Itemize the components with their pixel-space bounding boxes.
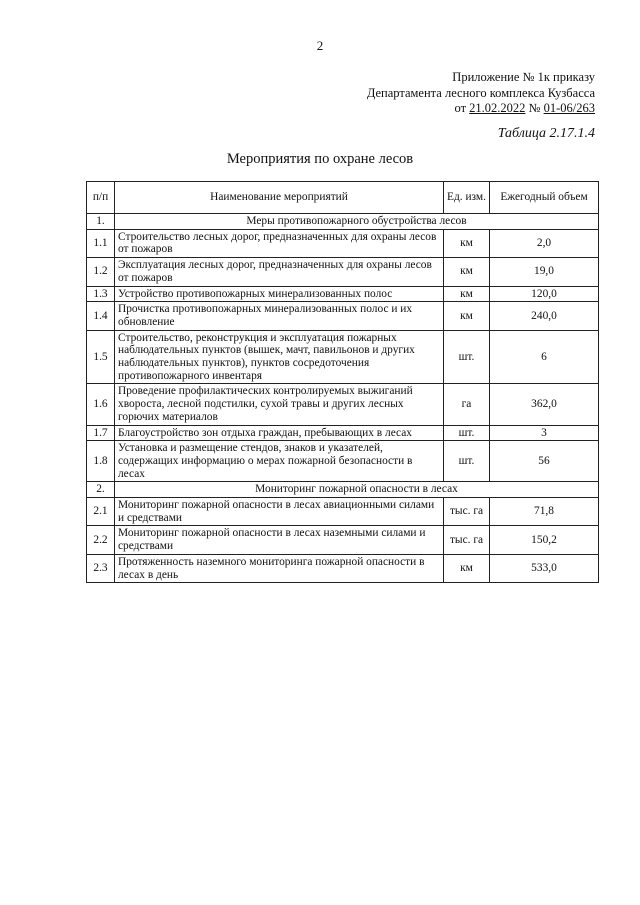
table-row (87, 526, 599, 554)
section-row (87, 214, 599, 230)
appendix-header (367, 70, 595, 117)
number-sign: № (525, 101, 544, 115)
header-name: Наименование мероприятий (115, 182, 444, 214)
order-number: 01-06/263 (543, 101, 595, 115)
row-volume: 3 (490, 425, 599, 441)
row-name: Строительство, реконструкция и эксплуатация пожарных наблюдательных пунктов (вышек, мачт, павильонов и других наблюдательных пунктов), пунктов сосредоточения противопожарного инвентаря (115, 330, 444, 384)
table-row (87, 441, 599, 482)
row-number: 2.3 (87, 554, 115, 582)
row-name: Прочистка противопожарных минерализованных полос и их обновление (115, 302, 444, 330)
row-unit: км (444, 286, 490, 302)
table-row (87, 330, 599, 384)
table-header-row (87, 182, 599, 214)
row-volume: 6 (490, 330, 599, 384)
row-volume: 71,8 (490, 498, 599, 526)
row-unit: тыс. га (444, 498, 490, 526)
row-number: 2.1 (87, 498, 115, 526)
row-number: 1.1 (87, 229, 115, 257)
row-unit: шт. (444, 441, 490, 482)
row-unit: шт. (444, 425, 490, 441)
table-label: Таблица 2.17.1.4 (497, 126, 595, 141)
row-volume: 533,0 (490, 554, 599, 582)
row-unit: тыс. га (444, 526, 490, 554)
row-name: Устройство противопожарных минерализованных полос (115, 286, 444, 302)
row-number: 1.6 (87, 384, 115, 425)
row-name: Проведение профилактических контролируемых выжиганий хвороста, лесной подстилки, сухой травы и других лесных горючих материалов (115, 384, 444, 425)
table-row (87, 286, 599, 302)
section-number: 1. (87, 214, 115, 230)
row-name: Мониторинг пожарной опасности в лесах авиационными силами и средствами (115, 498, 444, 526)
row-unit: км (444, 229, 490, 257)
row-name: Строительство лесных дорог, предназначенных для охраны лесов от пожаров (115, 229, 444, 257)
row-number: 1.5 (87, 330, 115, 384)
row-volume: 120,0 (490, 286, 599, 302)
row-name: Установка и размещение стендов, знаков и указателей, содержащих информацию о мерах пожарной безопасности в лесах (115, 441, 444, 482)
appendix-line-3 (367, 101, 595, 117)
row-volume: 362,0 (490, 384, 599, 425)
order-date: 21.02.2022 (469, 101, 526, 115)
row-number: 1.3 (87, 286, 115, 302)
appendix-line-2: Департамента лесного комплекса Кузбасса (366, 85, 595, 100)
row-number: 1.7 (87, 425, 115, 441)
row-volume: 56 (490, 441, 599, 482)
row-name: Мониторинг пожарной опасности в лесах наземными силами и средствами (115, 526, 444, 554)
section-title: Мониторинг пожарной опасности в лесах (115, 482, 599, 498)
header-unit: Ед. изм. (444, 182, 490, 214)
row-number: 2.2 (87, 526, 115, 554)
table-row (87, 554, 599, 582)
row-volume: 150,2 (490, 526, 599, 554)
table-row (87, 229, 599, 257)
table-row (87, 425, 599, 441)
measures-table (86, 181, 599, 583)
row-name: Протяженность наземного мониторинга пожарной опасности в лесах в день (115, 554, 444, 582)
page-number: 2 (316, 38, 324, 53)
row-name: Благоустройство зон отдыха граждан, пребывающих в лесах (115, 425, 444, 441)
row-volume: 2,0 (490, 229, 599, 257)
row-unit: км (444, 258, 490, 286)
table-row (87, 498, 599, 526)
table-row (87, 258, 599, 286)
header-volume: Ежегодный объем (490, 182, 599, 214)
row-number: 1.4 (87, 302, 115, 330)
row-volume: 19,0 (490, 258, 599, 286)
row-unit: км (444, 554, 490, 582)
header-num: п/п (87, 182, 115, 214)
row-unit: км (444, 302, 490, 330)
appendix-line-1: Приложение № 1к приказу (452, 70, 595, 84)
row-name: Эксплуатация лесных дорог, предназначенных для охраны лесов от пожаров (115, 258, 444, 286)
table-row (87, 302, 599, 330)
section-number: 2. (87, 482, 115, 498)
row-unit: шт. (444, 330, 490, 384)
row-unit: га (444, 384, 490, 425)
appendix-prefix: от (454, 101, 470, 115)
row-number: 1.8 (87, 441, 115, 482)
document-title: Мероприятия по охране лесов (226, 151, 414, 167)
table-row (87, 384, 599, 425)
row-volume: 240,0 (490, 302, 599, 330)
section-title: Меры противопожарного обустройства лесов (115, 214, 599, 230)
section-row (87, 482, 599, 498)
row-number: 1.2 (87, 258, 115, 286)
table-body (87, 214, 599, 583)
